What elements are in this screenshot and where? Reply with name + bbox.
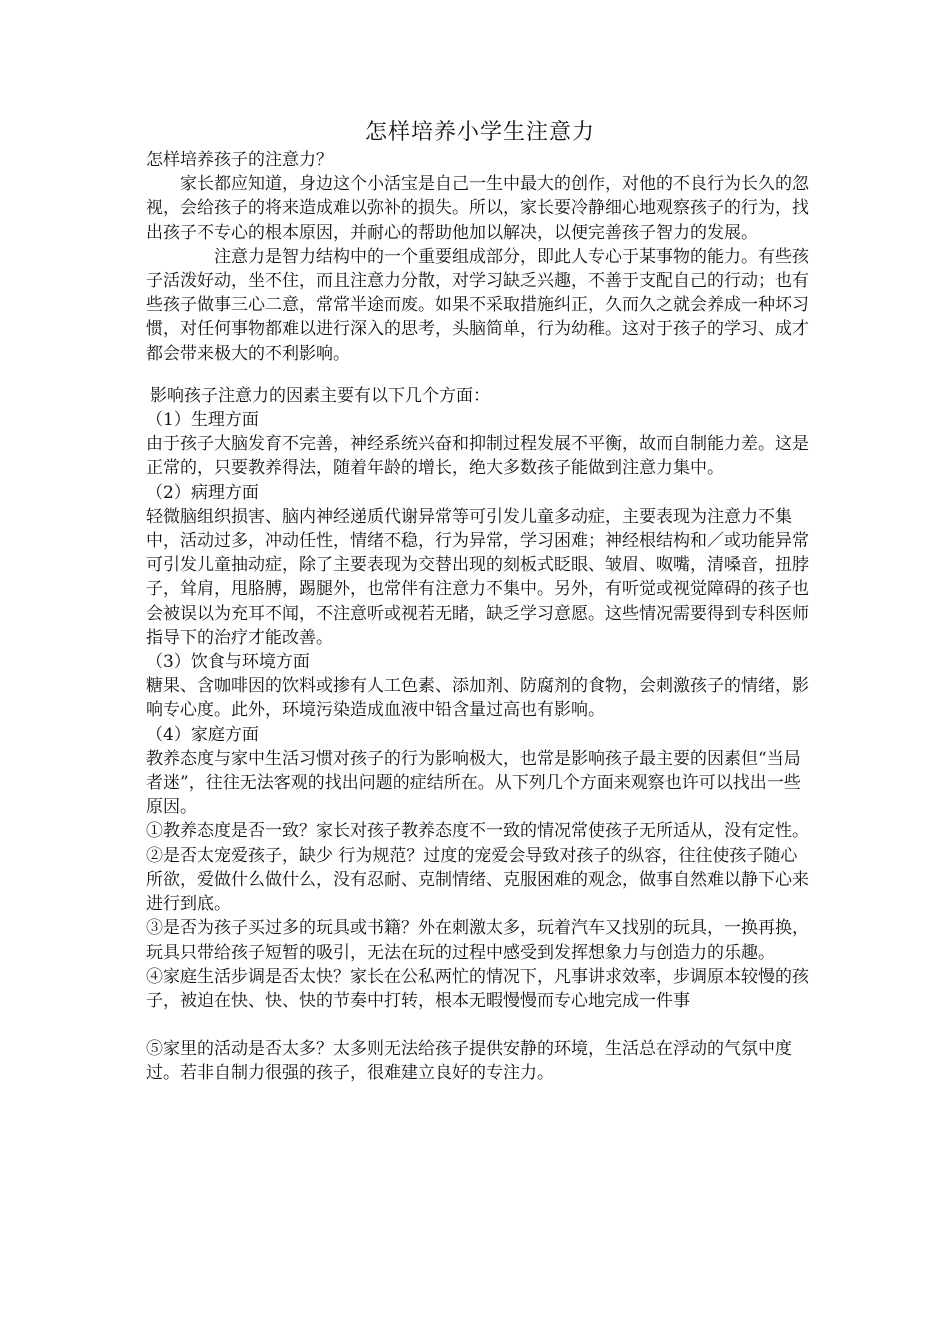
section-heading-diet-environment: （3）饮食与环境方面: [146, 652, 310, 673]
point-item: ③是否为孩子买过多的玩具或书籍？外在刺激太多，玩着汽车又找别的玩具，一换再换，玩具只带给孩子短暂的吸引，无法在玩的过程中感受到发挥想象力与创造力的乐趣。: [146, 918, 809, 963]
factors-intro: 影响孩子注意力的因素主要有以下几个方面：: [150, 385, 490, 406]
question-line: 怎样培养孩子的注意力？: [146, 150, 333, 170]
point-item: ④家庭生活步调是否太快？家长在公私两忙的情况下，凡事讲求效率，步调原本较慢的孩子，被迫在快、快、快的节奏中打转，根本无暇慢慢而专心地完成一件事: [146, 966, 809, 1011]
section-heading-pathology: （2）病理方面: [146, 482, 259, 503]
section-body-family: 教养态度与家中生活习惯对孩子的行为影响极大，也常是影响孩子最主要的因素但“当局者迷”，往往无法客观的找出问题的症结所在。从下列几个方面来观察也许可以找出一些原因。: [146, 748, 801, 818]
section-body-diet-environment: 糖果、含咖啡因的饮料或掺有人工色素、添加剂、防腐剂的食物，会刺激孩子的情绪，影响专心度。此外，环境污染造成血液中铅含量过高也有影响。: [146, 676, 809, 721]
point-item: ⑤家里的活动是否太多？太多则无法给孩子提供安静的环境，生活总在浮动的气氛中度过。若非自制力很强的孩子，很难建立良好的专注力。: [146, 1039, 792, 1084]
paragraph-gap: [146, 366, 814, 384]
document-page: [146, 118, 814, 1086]
paragraph-gap: [146, 1013, 814, 1037]
point-item: ②是否太宠爱孩子，缺少 行为规范？过度的宠爱会导致对孩子的纵容，往往使孩子随心所欲，爱做什么做什么，没有忍耐、克制情绪、克服困难的观念，做事自然难以静下心来进行到底。: [146, 845, 809, 915]
section-heading-family: （4）家庭方面: [146, 724, 259, 745]
intro-paragraph: 家长都应知道，身边这个小活宝是自己一生中最大的创作，对他的不良行为长久的忽视，会给孩子的将来造成难以弥补的损失。所以，家长要冷静细心地观察孩子的行为，找出孩子不专心的根本原因，并耐心的帮助他加以解决，以便完善孩子智力的发展。: [146, 174, 809, 243]
section-body-pathology: 轻微脑组织损害、脑内神经递质代谢异常等可引发儿童多动症，主要表现为注意力不集中，活动过多，冲动任性，情绪不稳，行为异常，学习困难；神经根结构和／或功能异常可引发儿童抽动症，除了主要表现为交替出现的刻板式眨眼、皱眉、呶嘴，清嗓音，扭脖子，耸肩，甩胳膊，踢腿外，也常伴有注意力不集中。另外，有听觉或视觉障碍的孩子也会被误以为充耳不闻，不注意听或视若无睹，缺乏学习意愿。这些情况需要得到专科医师指导下的治疗才能改善。: [146, 506, 809, 648]
section-body-physiology: 由于孩子大脑发育不完善，神经系统兴奋和抑制过程发展不平衡，故而自制能力差。这是正常的，只要教养得法，随着年龄的增长，绝大多数孩子能做到注意力集中。: [146, 434, 809, 479]
attention-paragraph: 注意力是智力结构中的一个重要组成部分，即此人专心于某事物的能力。有些孩子活泼好动，坐不住，而且注意力分散，对学习缺乏兴趣，不善于支配自己的行动；也有些孩子做事三心二意，常常半途而废。如果不采取措施纠正，久而久之就会养成一种坏习惯，对任何事物都难以进行深入的思考，头脑简单，行为幼稚。这对于孩子的学习、成才都会带来极大的不利影响。: [146, 246, 809, 364]
section-heading-physiology: （1）生理方面: [146, 410, 259, 431]
point-item: ①教养态度是否一致？家长对孩子教养态度不一致的情况常使孩子无所适从，没有定性。: [146, 821, 809, 842]
page-title: 怎样培养小学生注意力: [364, 120, 595, 145]
